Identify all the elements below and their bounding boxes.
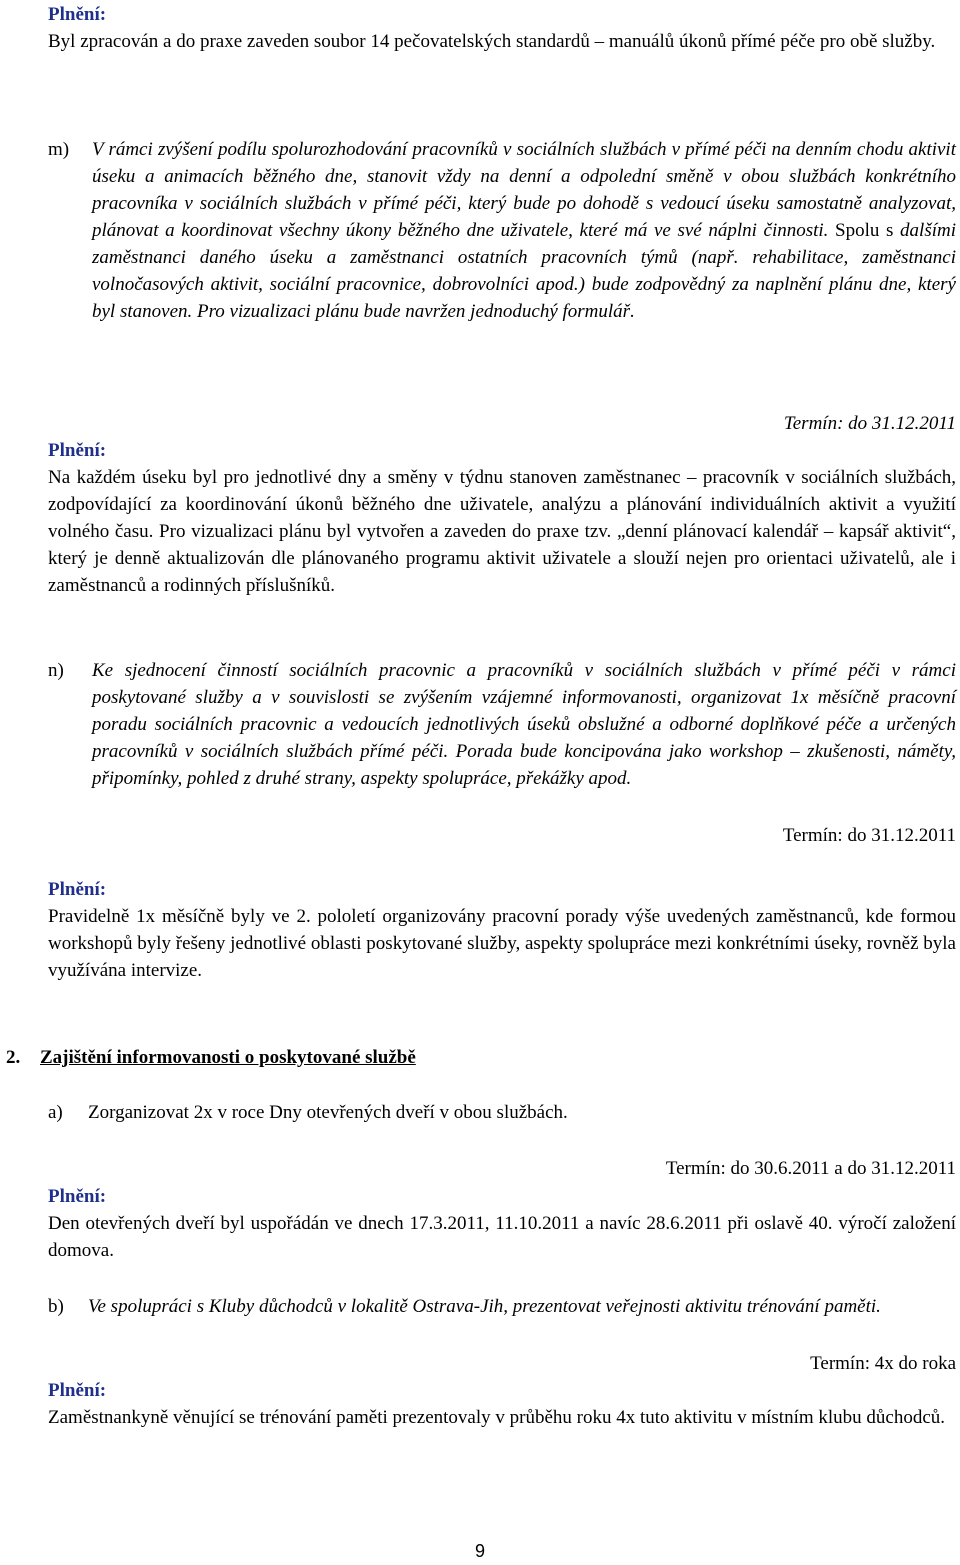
termin-n: Termín: do 31.12.2011 (782, 825, 956, 846)
item-label: n) (48, 660, 64, 681)
plneni-section-top (48, 1, 956, 55)
item-m-lead: Spolu s (835, 220, 894, 241)
plneni-label: Plnění: (48, 879, 107, 900)
section-number: 2. (6, 1047, 21, 1068)
page-number: 9 (474, 1541, 485, 1561)
plneni-text: Na každém úseku byl pro jednotlivé dny a směny v týdnu stanoven zaměstnanec – pracovník v sociálních službách, zodpovídající za koordinování úkonů běžného dne uživatele, analýzu a plánování individuálních aktivit a využití volného času. Pro vizualizaci plánu byl vytvořen a zaveden do praxe tzv. „denní plánovací kalendář – kapsář aktivit“, který je denně aktualizován dle plánovaného programu aktivit uživatele a slouží nejen pro orientaci uživatelů, ale i zaměstnanců a rodinných příslušníků. (48, 467, 956, 596)
item-label: m) (48, 139, 70, 160)
plneni-label: Plnění: (48, 1380, 107, 1401)
item-n (48, 657, 956, 792)
item-m-paragraph-2: dalšími zaměstnanci daného úseku a zaměstnanci ostatních pracovních týmů (např. rehabilitace, zaměstnanci volnočasových aktivit, sociální pracovnice, dobrovolníci apod.) bude zodpovědný za naplnění plánu dne, který byl stanoven. Pro vizualizaci plánu bude navržen jednoduchý formulář. (92, 220, 956, 322)
item-label: b) (48, 1296, 64, 1317)
section-heading (6, 1044, 416, 1071)
plneni-section-a (48, 1183, 956, 1264)
item-m-paragraph-1: V rámci zvýšení podílu spolurozhodování pracovníků v sociálních službách v přímé péči na denním chodu aktivit úseku a animacích běžného dne, stanovit vždy na denní a odpolední směně v obou službách konkrétního pracovníka v sociálních službách v přímé péči, který bude po dohodě s vedoucí úseku samostatně analyzovat, plánovat a koordinovat všechny úkony běžného dne uživatele, které má ve své náplni činnosti. (92, 139, 956, 241)
termin-a: Termín: do 30.6.2011 a do 31.12.2011 (665, 1158, 956, 1179)
item-text: Zorganizovat 2x v roce Dny otevřených dveří v obou službách. (88, 1102, 568, 1123)
plneni-label: Plnění: (48, 4, 107, 25)
section-title: Zajištění informovanosti o poskytované službě (40, 1047, 416, 1068)
plneni-text: Byl zpracován a do praxe zaveden soubor 14 pečovatelských standardů – manuálů úkonů přímé péče pro obě služby. (48, 31, 936, 52)
plneni-section-n (48, 876, 956, 984)
item-text (92, 136, 956, 325)
item-text: Ke sjednocení činností sociálních pracovnic a pracovníků v sociálních službách v přímé péči v rámci poskytované služby a v souvislosti se zvýšením vzájemné informovanosti, organizovat 1x měsíčně pracovní poradu sociálních pracovnic a vedoucích jednotlivých úseků obslužné a odborné doplňkové péče a určených pracovníků v sociálních službách přímé péči. Porada bude koncipována jako workshop – zkušenosti, náměty, připomínky, pohled z druhé strany, aspekty spolupráce, překážky apod. (92, 660, 956, 789)
item-text: Ve spolupráci s Kluby důchodců v lokalitě Ostrava-Jih, prezentovat veřejnosti aktivitu trénování paměti. (88, 1296, 881, 1317)
plneni-label: Plnění: (48, 1186, 107, 1207)
item-m (48, 136, 956, 325)
plneni-label: Plnění: (48, 440, 107, 461)
item-a (48, 1099, 956, 1126)
plneni-section-m (48, 437, 956, 599)
plneni-text: Zaměstnankyně věnující se trénování paměti prezentovaly v průběhu roku 4x tuto aktivitu v místním klubu důchodců. (48, 1407, 946, 1428)
item-label: a) (48, 1102, 63, 1123)
plneni-text: Pravidelně 1x měsíčně byly ve 2. pololetí organizovány pracovní porady výše uvedených zaměstnanců, kde formou workshopů byly řešeny jednotlivé oblasti poskytované služby, aspekty spolupráce mezi konkrétními úseky, rovněž byla využívána intervize. (48, 906, 956, 981)
item-b (48, 1293, 956, 1320)
plneni-section-b (48, 1377, 956, 1431)
termin-b: Termín: 4x do roka (810, 1353, 956, 1374)
plneni-text: Den otevřených dveří byl uspořádán ve dnech 17.3.2011, 11.10.2011 a navíc 28.6.2011 při oslavě 40. výročí založení domova. (48, 1213, 956, 1261)
termin-m: Termín: do 31.12.2011 (783, 413, 956, 434)
